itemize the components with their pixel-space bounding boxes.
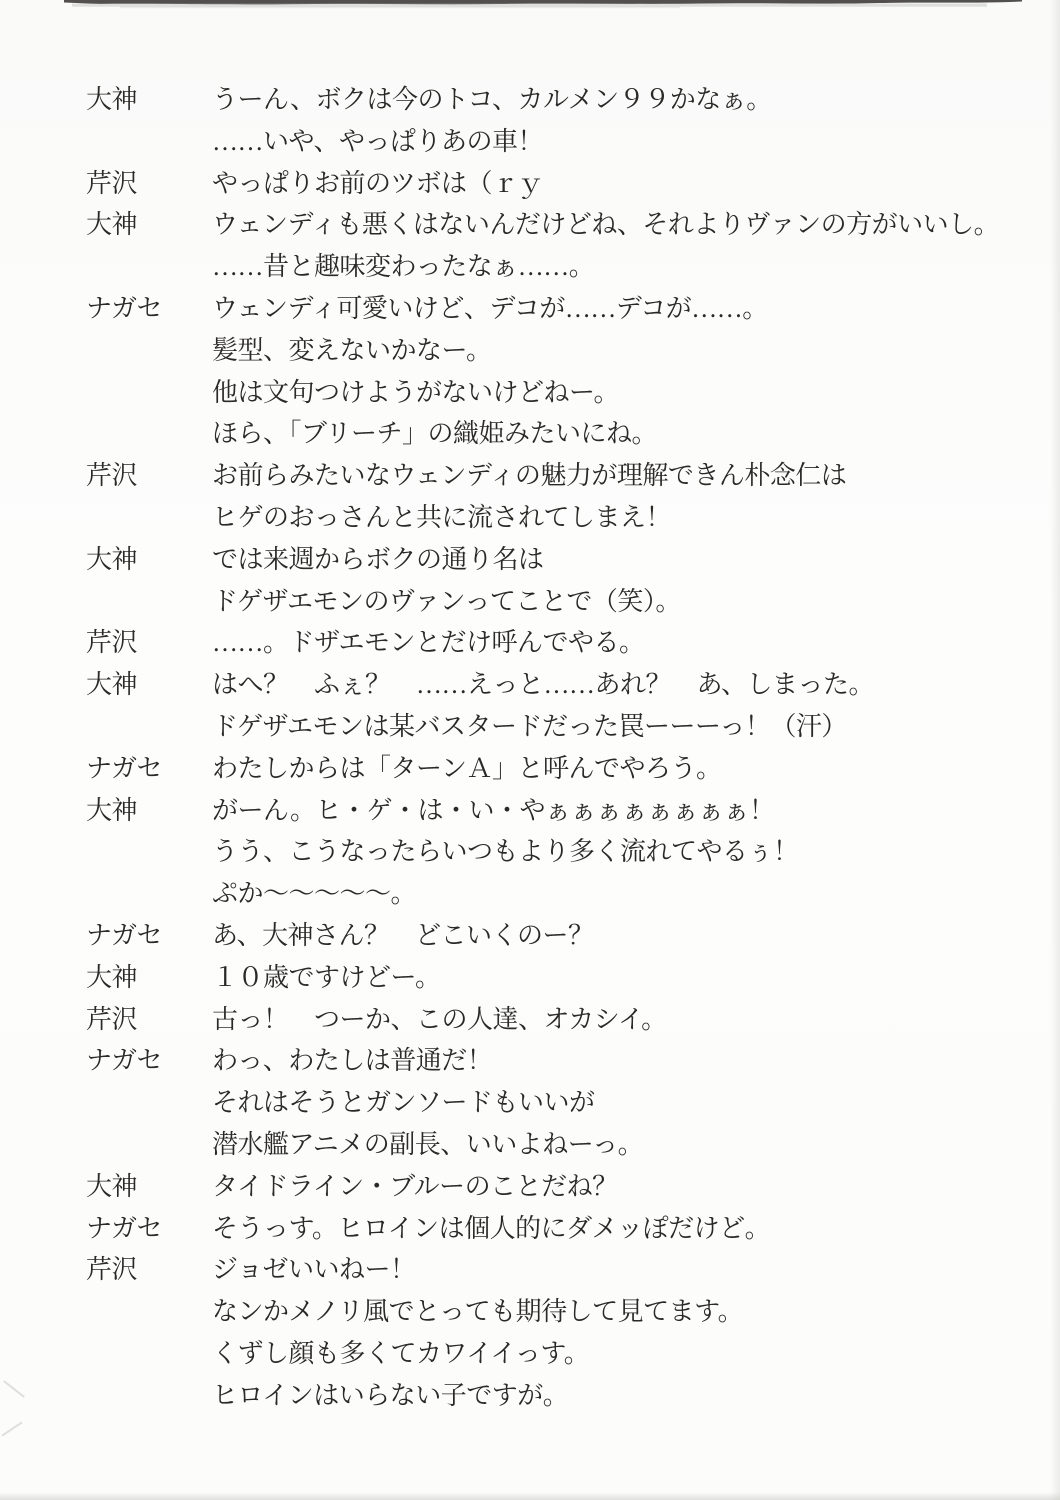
dialogue-line: そうっす。ヒロインは個人的にダメッぽだけど。: [212, 1213, 771, 1243]
speaker-name: 大神: [86, 962, 138, 992]
dialogue-line: ウェンディ可愛いけど、デコが……デコが……。: [212, 293, 768, 323]
dialogue-row: [86, 1166, 1032, 1208]
speaker-name: ナガセ: [86, 1046, 162, 1076]
dialogue-row: [86, 748, 1032, 790]
dialogue-line: わっ、わたしは普通だ！: [212, 1046, 493, 1076]
dialogue-row: [86, 288, 1032, 330]
dialogue-row: [86, 664, 1032, 706]
dialogue-line: ジョゼいいねー！: [212, 1255, 416, 1285]
dialogue-row: [86, 497, 1032, 539]
scratch-mark: [1, 1421, 22, 1436]
dialogue-line: ウェンディも悪くはないんだけどね、それよりヴァンの方がいいし。: [212, 210, 1000, 240]
dialogue-row: [86, 455, 1032, 497]
dialogue-row: [86, 121, 1032, 163]
dialogue-line: ぷか～～～～～。: [212, 879, 417, 909]
dialogue-row: [86, 706, 1032, 748]
dialogue-line: がーん。ヒ・ゲ・は・い・やぁぁぁぁぁぁぁぁ！: [212, 795, 775, 825]
speaker-name: 大神: [86, 795, 138, 825]
dialogue-line: ドゲザエモンのヴァンってことで（笑）。: [212, 586, 681, 616]
speaker-name: 大神: [86, 544, 138, 574]
speaker-name: 芹沢: [86, 461, 138, 491]
speaker-name: ナガセ: [86, 1213, 162, 1243]
dialogue-row: [86, 163, 1032, 205]
dialogue-line: うーん、ボクは今のトコ、カルメン９９かなぁ。: [212, 85, 772, 114]
dialogue-list: [86, 79, 1032, 1417]
dialogue-row: [86, 204, 1032, 246]
dialogue-line: ヒロインはいらない子ですが。: [212, 1380, 569, 1410]
dialogue-line: 古っ！ つーか、この人達、オカシイ。: [212, 1004, 667, 1034]
dialogue-line: 髪型、変えないかなー。: [212, 335, 492, 365]
dialogue-row: [86, 1124, 1032, 1166]
scratch-mark: [3, 1380, 25, 1398]
dialogue-line: あ、大神さん？ どこいくのー？: [212, 920, 594, 950]
dialogue-row: [86, 915, 1032, 957]
dialogue-line: １０歳ですけどー。: [212, 962, 441, 992]
dialogue-row: [86, 999, 1032, 1041]
dialogue-line: うう、こうなったらいつもより多く流れてやるぅ！: [212, 837, 799, 867]
dialogue-row: [86, 873, 1032, 915]
dialogue-row: [86, 622, 1032, 664]
speaker-name: ナガセ: [86, 920, 162, 950]
dialogue-row: [86, 539, 1032, 581]
speaker-name: ナガセ: [86, 753, 162, 783]
dialogue-row: [86, 1208, 1032, 1250]
speaker-name: 芹沢: [86, 1255, 138, 1285]
dialogue-line: ドゲザエモンは某バスタードだった罠ーーーっ！（汗）: [212, 711, 847, 741]
speaker-name: 芹沢: [86, 1004, 138, 1034]
dialogue-line: それはそうとガンソードもいいが: [212, 1088, 595, 1118]
dialogue-line: では来週からボクの通り名は: [212, 544, 544, 574]
dialogue-row: [86, 330, 1032, 372]
scan-edge-top-artifact: [0, 0, 1060, 14]
speaker-name: 大神: [86, 210, 138, 240]
dialogue-line: 他は文句つけようがないけどねー。: [212, 377, 619, 407]
dialogue-row: [86, 246, 1032, 288]
speaker-name: 芹沢: [86, 628, 138, 658]
dialogue-row: [86, 1375, 1032, 1417]
dialogue-row: [86, 413, 1032, 455]
dialogue-row: [86, 1333, 1032, 1375]
dialogue-line: ほら、「ブリーチ」の織姫みたいにね。: [212, 419, 657, 449]
dialogue-row: [86, 581, 1032, 623]
dialogue-row: [86, 1082, 1032, 1124]
dialogue-line: はへ？ ふぇ？ ……えっと……あれ？ あ、しまった。: [212, 670, 874, 700]
speaker-name: ナガセ: [86, 293, 162, 323]
dialogue-line: 潜水艦アニメの副長、いいよねーっ。: [212, 1129, 644, 1159]
dialogue-line: お前らみたいなウェンディの魅力が理解できん朴念仁は: [212, 461, 847, 491]
dialogue-row: [86, 1040, 1032, 1082]
dialogue-line: ヒゲのおっさんと共に流されてしまえ！: [212, 502, 672, 532]
dialogue-line: ……いや、やっぱりあの車！: [212, 126, 543, 156]
dialogue-row: [86, 790, 1032, 832]
speaker-name: 大神: [86, 670, 138, 700]
dialogue-line: タイドライン・ブルーのことだね？: [212, 1171, 618, 1201]
speaker-name: 大神: [86, 1171, 138, 1201]
dialogue-row: [86, 79, 1032, 121]
dialogue-line: ……昔と趣味変わったなぁ……。: [212, 252, 595, 282]
dialogue-row: [86, 1291, 1032, 1333]
dialogue-row: [86, 957, 1032, 999]
dialogue-line: わたしからは「ターンＡ」と呼んでやろう。: [212, 753, 722, 783]
dialogue-row: [86, 372, 1032, 414]
dialogue-row: [86, 831, 1032, 873]
dialogue-line: やっぱりお前のツボは（ｒｙ: [212, 168, 543, 198]
dialogue-row: [86, 1249, 1032, 1291]
scan-edge-right-shading: [1050, 0, 1060, 1500]
scan-edge-bottom-shading: [0, 1492, 1060, 1500]
speaker-name: 芹沢: [86, 168, 138, 198]
speaker-name: 大神: [86, 85, 138, 114]
dialogue-line: なンかメノリ風でとっても期待して見てます。: [212, 1297, 744, 1327]
dialogue-line: ……。ドザエモンとだけ呼んでやる。: [212, 628, 645, 658]
dialogue-line: くずし顔も多くてカワイイっす。: [212, 1338, 590, 1368]
